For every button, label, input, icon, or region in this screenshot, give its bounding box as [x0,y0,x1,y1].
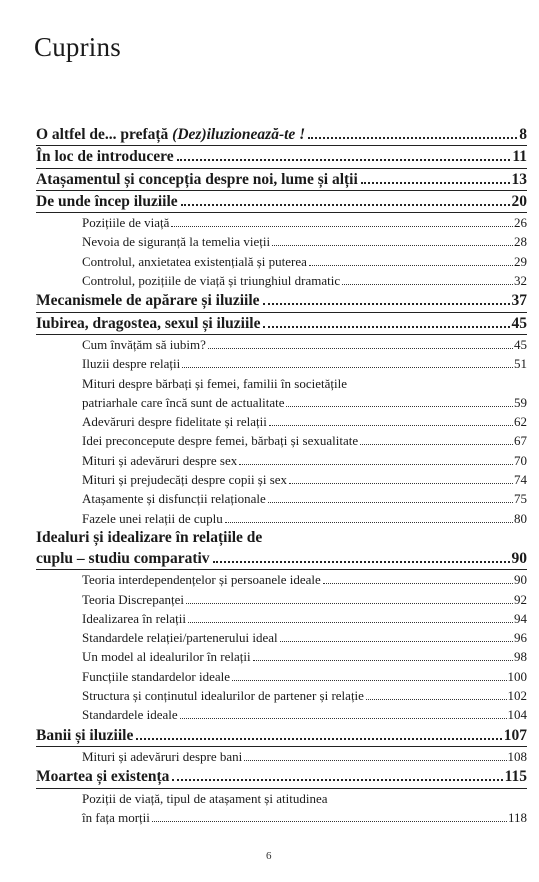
toc-entry-title: Funcțiile standardelor ideale [82,668,231,684]
dot-leader [180,718,507,719]
toc-entry-title: Idealizarea în relații [82,610,186,626]
toc-page-number: 104 [507,707,527,723]
toc-page-number: 11 [512,148,527,166]
toc-section [36,808,527,827]
toc-entry-title: Iluzii despre relații [82,356,181,372]
dot-leader [289,483,513,484]
toc-page-number: 115 [504,768,527,786]
toc-page-number: 45 [514,336,527,352]
toc-chapter [36,146,527,168]
toc-page-number: 29 [514,253,527,269]
toc-section [36,590,527,609]
toc-section [36,570,527,589]
toc-section [36,213,527,232]
toc-entry-title: Moartea și existența [36,768,170,786]
toc-chapter [36,548,527,570]
toc-section [36,667,527,686]
toc-entry-title: cuplu – studiu comparativ [36,549,210,567]
dot-leader [268,502,513,503]
toc-chapter [36,766,527,788]
toc-chapter [36,290,527,312]
toc-entry-title: Teoria interdependențelor și persoanele ideale [82,572,321,588]
toc-page-number: 96 [514,630,527,646]
toc-section [36,354,527,373]
toc-page-number: 32 [514,273,527,289]
toc-page-number: 74 [514,472,527,488]
toc-section [36,232,527,251]
toc-page-number: 90 [514,572,527,588]
dot-leader [244,760,506,761]
toc-page-number: 62 [514,414,527,430]
toc-page-number: 28 [514,234,527,250]
dot-leader [186,603,513,604]
toc-page-number: 70 [514,452,527,468]
toc-section [36,705,527,724]
toc-section [36,335,527,354]
toc-page-number: 20 [511,192,527,210]
dot-leader [172,779,502,781]
toc-entry-title: Idei preconcepute despre femei, bărbați și sexualitate [82,433,359,449]
toc-entry-title: Idealuri și idealizare în relațiile de [36,528,263,546]
toc-section [36,451,527,470]
toc-page-number: 8 [519,126,527,143]
toc-page-number: 102 [507,688,527,704]
toc-entry-title: în fața morții [82,809,150,825]
toc-entry-title: Controlul, pozițiile de viață și triunghiul dramatic [82,273,341,289]
toc-entry-title: Pozițiile de viață [82,215,170,231]
dot-leader [213,561,510,563]
toc-section [36,252,527,271]
toc-section [36,609,527,628]
dot-leader [366,699,507,700]
toc-section [36,271,527,290]
toc-chapter [36,124,527,146]
toc-entry-title: De unde încep iluziile [36,192,178,210]
toc-page-number: 13 [511,170,527,188]
toc-entry-title: Mecanismele de apărare și iluziile [36,292,260,310]
dot-leader [171,226,513,227]
toc-entry-title: Nevoia de siguranță la temelia vieții [82,234,271,250]
toc-page-number: 107 [503,726,527,744]
toc-section [36,489,527,508]
toc-page-number: 100 [507,668,527,684]
toc-entry-title: Mituri și adevăruri despre sex [82,452,238,468]
toc-entry-title: Teoria Discrepanței [82,591,184,607]
toc-entry-title: Standardele relației/partenerului ideal [82,630,278,646]
toc-section [36,647,527,666]
dot-leader [232,680,506,681]
dot-leader [342,284,513,285]
toc-entry-title: Adevăruri despre fidelitate și relații [82,414,267,430]
page-title: Cuprins [34,32,121,62]
toc-entry-title: Cum învățăm să iubim? [82,336,206,352]
toc-section [36,509,527,528]
dot-leader [280,641,513,642]
toc-section [36,393,527,412]
toc-entry-title: În loc de introducere [36,148,174,166]
toc-section [36,412,527,431]
toc-page-number: 67 [514,433,527,449]
toc-chapter-title-line [36,528,527,548]
page-number: 6 [266,850,272,862]
dot-leader [208,348,513,349]
toc-page-number: 90 [511,549,527,567]
toc-chapter [36,725,527,747]
toc-page-number: 26 [514,215,527,231]
dot-leader [239,464,513,465]
dot-leader [308,137,517,139]
toc-entry-title: Atașamentul și concepția despre noi, lume și alții [36,170,358,188]
toc-section-title-line [36,789,527,808]
toc-entry-title: Fazele unei relații de cuplu [82,510,223,526]
toc-page-number: 37 [511,292,527,310]
toc-page-number: 75 [514,491,527,507]
toc-entry-title: Controlul, anxietatea existențială și puterea [82,253,307,269]
dot-leader [177,159,511,161]
toc-entry-title [36,124,305,146]
dot-leader [286,406,513,407]
toc-page-number: 80 [514,510,527,526]
dot-leader [225,522,513,523]
toc-entry-title-prefix: O altfel de... prefață [36,126,173,143]
dot-leader [309,265,513,266]
toc-page-number: 108 [507,748,527,764]
toc-entry-title: Mituri și prejudecăți despre copii și sex [82,472,288,488]
dot-leader [188,622,513,623]
dot-leader [182,367,513,368]
toc-section [36,747,527,766]
toc-section [36,686,527,705]
toc-section [36,628,527,647]
toc-page-number: 94 [514,610,527,626]
dot-leader [269,425,513,426]
toc-entry-title: Mituri și adevăruri despre bani [82,748,243,764]
dot-leader [263,326,509,328]
toc-entry-title: Un model al idealurilor în relații [82,649,251,665]
toc-section [36,431,527,450]
toc-entry-title: Iubirea, dragostea, sexul și iluziile [36,314,261,332]
dot-leader [152,821,507,822]
toc-page-number: 45 [511,314,527,332]
dot-leader [181,204,510,206]
toc-entry-title: Poziții de viață, tipul de atașament și atitudinea [82,790,328,806]
dot-leader [136,738,501,740]
toc-page-number: 118 [507,809,527,825]
toc-entry-title: Structura și conținutul idealurilor de partener și relație [82,688,364,704]
dot-leader [272,245,513,246]
dot-leader [253,660,513,661]
toc-entry-title: patriarhale care încă sunt de actualitate [82,394,285,410]
toc-page-number: 98 [514,649,527,665]
dot-leader [323,583,513,584]
toc-entry-title: Mituri despre bărbați și femei, familii în societățile [82,375,347,391]
toc-section [36,470,527,489]
toc-entry-title: Banii și iluziile [36,726,134,744]
toc-page-number: 92 [514,591,527,607]
toc-chapter [36,191,527,213]
dot-leader [263,303,510,305]
toc-page-number: 51 [514,356,527,372]
dot-leader [361,182,510,184]
toc-chapter [36,313,527,335]
table-of-contents [36,124,527,827]
toc-entry-title-italic: (Dez)iluzionează-te ! [172,126,306,143]
toc-section-title-line [36,374,527,393]
dot-leader [360,444,513,445]
toc-page-number: 59 [514,394,527,410]
toc-entry-title: Standardele ideale [82,707,178,723]
toc-chapter [36,169,527,191]
toc-entry-title: Atașamente și disfuncții relaționale [82,491,266,507]
